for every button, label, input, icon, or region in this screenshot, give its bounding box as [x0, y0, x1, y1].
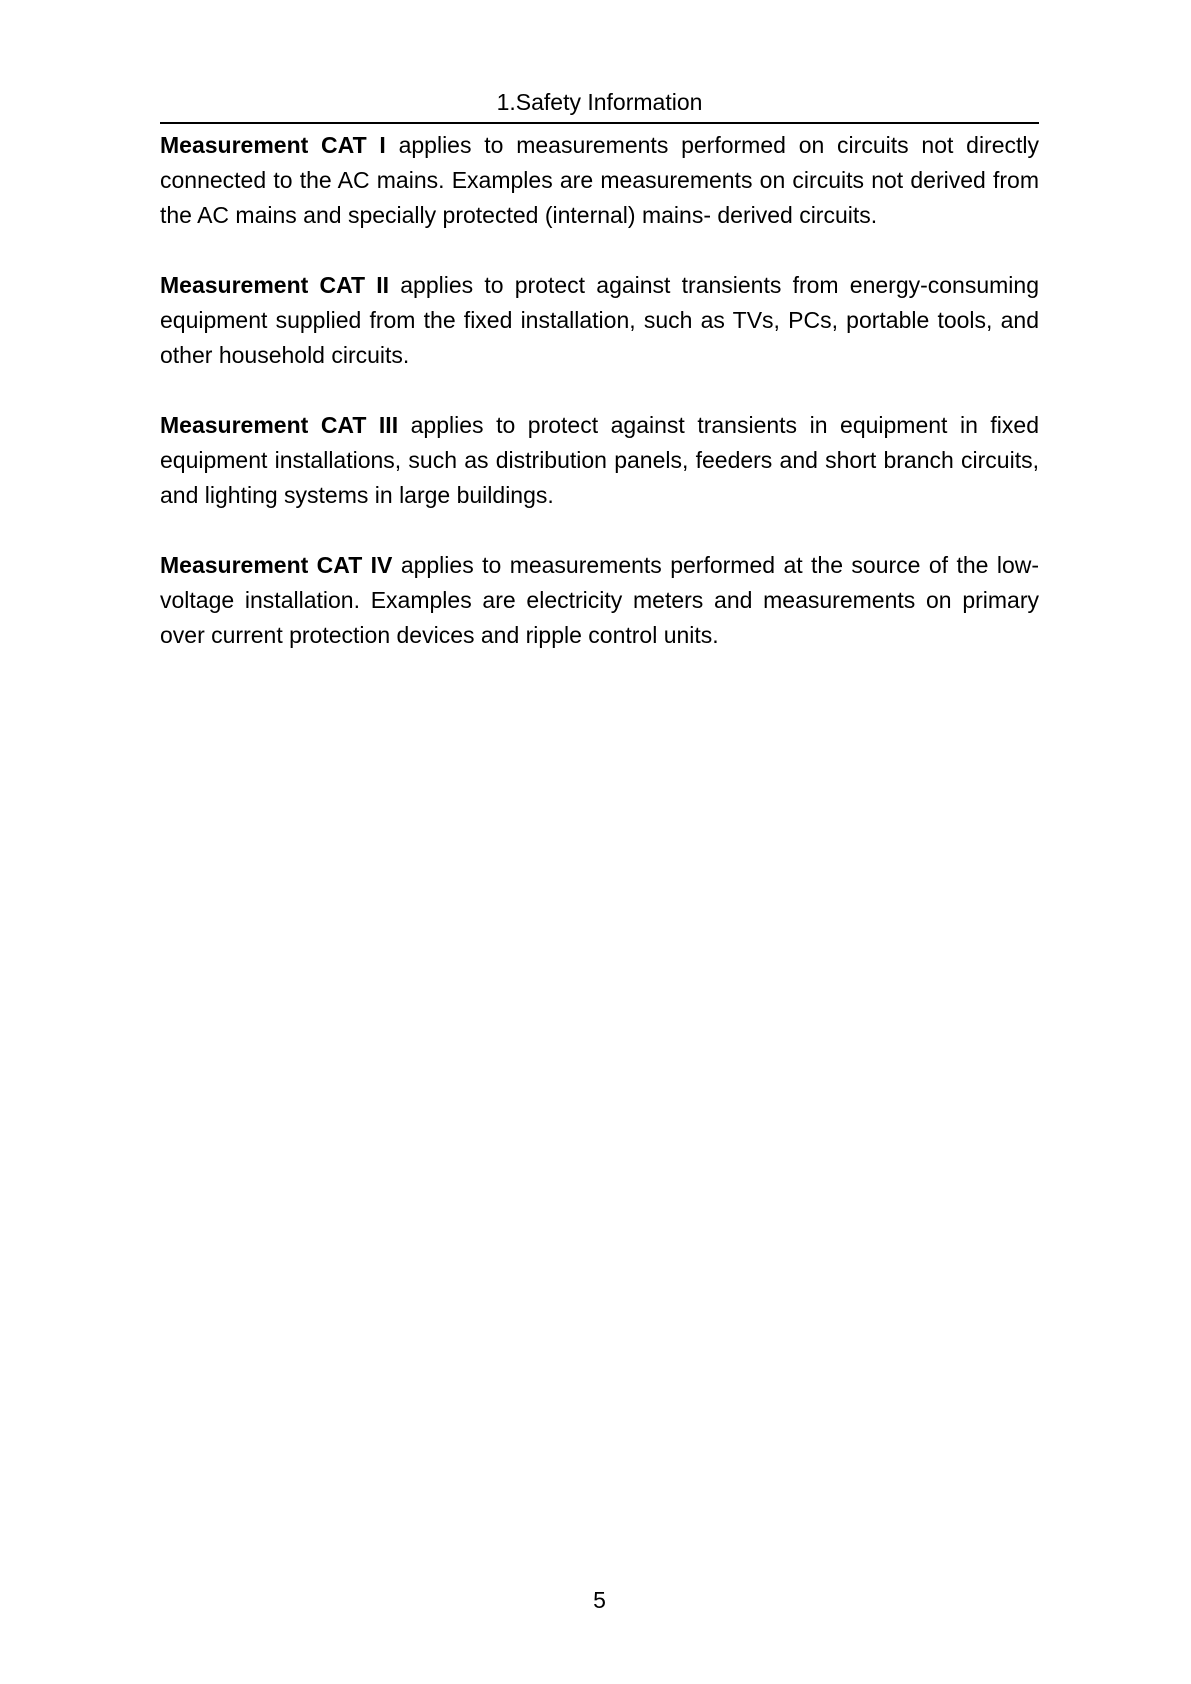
paragraph-cat-iii	[160, 408, 1039, 513]
document-page	[160, 0, 1039, 1684]
page-number: 5	[593, 1587, 606, 1613]
term-cat-ii: Measurement CAT II	[160, 272, 390, 298]
term-cat-iv: Measurement CAT IV	[160, 552, 393, 578]
term-cat-i: Measurement CAT I	[160, 132, 386, 158]
section-header: 1.Safety Information	[160, 88, 1039, 124]
term-cat-iii: Measurement CAT III	[160, 412, 399, 438]
description-cat-iv: applies to measurements performed at the source of the low- voltage installation. Examples are electricity meters and measurements on primary over current protection devices and ripple control units.	[160, 552, 1039, 648]
paragraph-cat-ii	[160, 268, 1039, 373]
description-cat-i: applies to measurements performed on circuits not directly connected to the AC mains. Examples are measurements on circuits not derived from the AC mains and specially protected (internal) mains- derived circuits.	[160, 132, 1039, 228]
paragraph-cat-i	[160, 128, 1039, 233]
description-cat-ii: applies to protect against transients from energy-consuming equipment supplied from the fixed installation, such as TVs, PCs, portable tools, and other household circuits.	[160, 272, 1039, 368]
body-text	[160, 128, 1039, 688]
description-cat-iii: applies to protect against transients in equipment in fixed equipment installations, such as distribution panels, feeders and short branch circuits, and lighting systems in large buildings.	[160, 412, 1040, 508]
paragraph-cat-iv	[160, 548, 1039, 653]
